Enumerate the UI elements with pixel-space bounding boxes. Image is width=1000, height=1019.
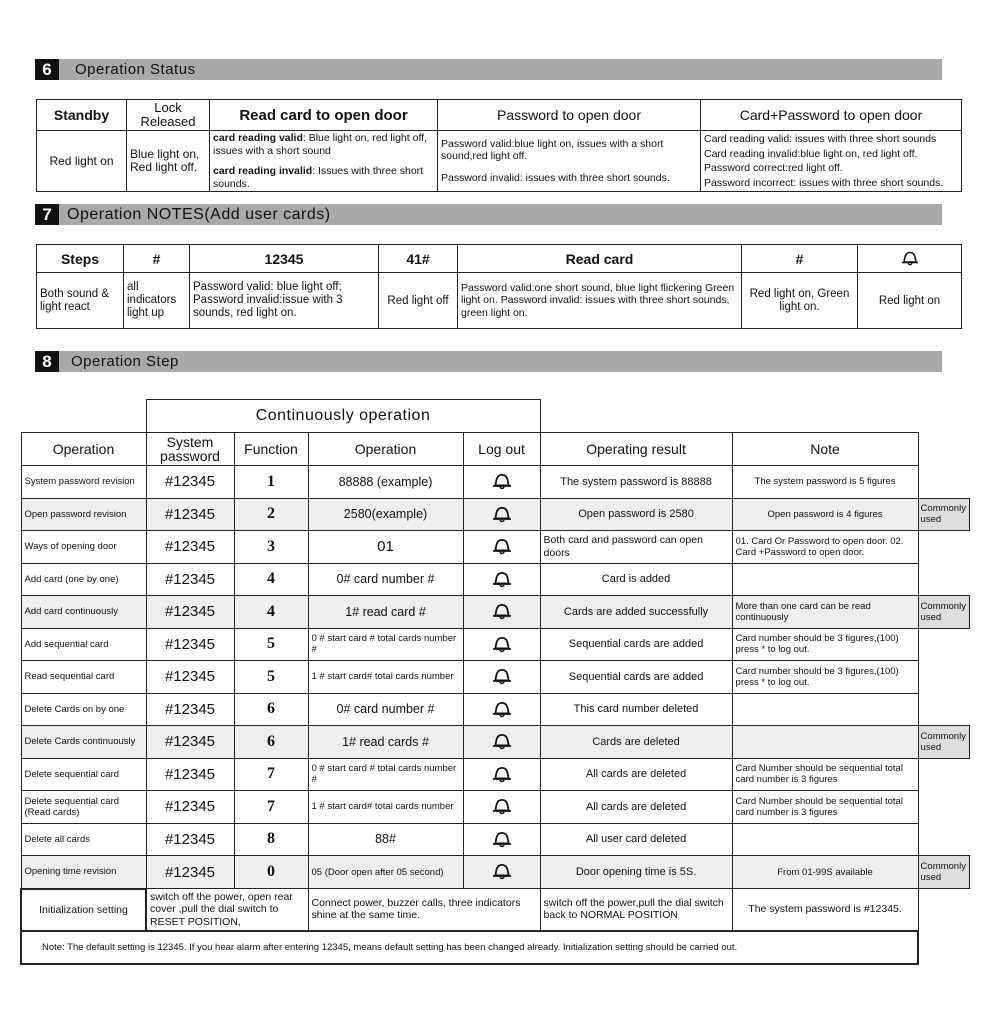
- table-row: [21, 466, 969, 499]
- section-title: Operation NOTES(Add user cards): [67, 206, 331, 223]
- log-out-cell: [463, 596, 540, 629]
- operation-command: 88#: [308, 823, 463, 856]
- operating-result: All user card deleted: [540, 823, 732, 856]
- note: [732, 823, 918, 856]
- note: 01. Card Or Password to open door. 02. Card +Password to open door.: [732, 531, 918, 564]
- init-step-c: switch off the power,pull the dial switch back to NORMAL POSITION: [540, 889, 732, 931]
- note: The system password is 5 figures: [732, 466, 918, 499]
- operation-command: 1# read card #: [308, 596, 463, 629]
- footer-row: [21, 931, 969, 965]
- bell-icon: [492, 603, 512, 620]
- system-password: #12345: [146, 791, 234, 824]
- footer-note: Note: The default setting is 12345. If you hear alarm after entering 12345, means default setting has been changed already. Initialization setting should be carried out.: [21, 931, 918, 965]
- bell-icon: [492, 766, 512, 783]
- read-card-value: Password valid:one short sound, blue light flickering Green light on. Password invalid: issues with three short sounds, green light on.: [458, 273, 742, 329]
- operation-name: Ways of opening door: [21, 531, 146, 564]
- operation-name: Delete Cards on by one: [21, 693, 146, 726]
- header-operation: Operation: [21, 433, 146, 466]
- header-function: Function: [234, 433, 308, 466]
- init-step-b: Connect power, buzzer calls, three indicators shine at the same time.: [308, 889, 540, 931]
- table-row: [21, 856, 969, 889]
- function-number: 0: [234, 856, 308, 889]
- note: [732, 693, 918, 726]
- table-row: [21, 563, 969, 596]
- header-read-card: Read card: [458, 245, 742, 273]
- operation-command: 88888 (example): [308, 466, 463, 499]
- operation-command: 0 # start card # total cards number #: [308, 758, 463, 791]
- commonly-used-tag: Commonly used: [918, 498, 969, 531]
- bell-icon: [492, 668, 512, 685]
- cp-line-1: Card reading valid: issues with three short sounds: [704, 133, 937, 145]
- section-number: 7: [35, 204, 59, 225]
- bell-icon: [492, 571, 512, 588]
- password-invalid-text: Password invalid: issues with three short sounds.: [441, 171, 670, 184]
- function-number: 2: [234, 498, 308, 531]
- operating-result: Card is added: [540, 563, 732, 596]
- operation-name: System password revision: [21, 466, 146, 499]
- system-password: #12345: [146, 596, 234, 629]
- init-step-a: switch off the power, open rear cover ,pull the dial switch to RESET POSITION,: [146, 889, 308, 931]
- section-number: 8: [35, 351, 59, 372]
- system-password: #12345: [146, 498, 234, 531]
- header-card-password: Card+Password to open door: [701, 100, 962, 131]
- init-step-d: The system password is #12345.: [732, 889, 918, 931]
- lock-value: Blue light on, Red light off.: [127, 131, 210, 192]
- card-invalid-label: card reading invalid: [213, 165, 313, 177]
- header-41: 41#: [379, 245, 458, 273]
- operation-command: 1 # start card# total cards number: [308, 661, 463, 694]
- function-number: 8: [234, 823, 308, 856]
- operation-name: Delete sequential card: [21, 758, 146, 791]
- operation-command: 1# read cards #: [308, 726, 463, 759]
- log-out-cell: [463, 628, 540, 661]
- function-number: 4: [234, 563, 308, 596]
- operating-result: All cards are deleted: [540, 758, 732, 791]
- 12345-value: Password valid: blue light off; Password invalid:issue with 3 sounds, red light on.: [190, 273, 379, 329]
- function-number: 7: [234, 758, 308, 791]
- operation-name: Add sequential card: [21, 628, 146, 661]
- section-title: Operation Step: [71, 353, 179, 370]
- function-number: 1: [234, 466, 308, 499]
- table-row: [21, 791, 969, 824]
- 41-value: Red light off: [379, 273, 458, 329]
- operation-command: 0 # start card # total cards number #: [308, 628, 463, 661]
- steps-value: Both sound & light react: [37, 273, 124, 329]
- header-note: Note: [732, 433, 918, 466]
- password-value: [438, 131, 701, 192]
- operation-status-table: [36, 99, 962, 192]
- operating-result: The system password is 88888: [540, 466, 732, 499]
- bell-icon: [492, 863, 512, 880]
- operation-name: Delete sequential card (Read cards): [21, 791, 146, 824]
- log-out-cell: [463, 693, 540, 726]
- header-hash: #: [124, 245, 190, 273]
- section-6-header: [35, 59, 942, 80]
- operation-name: Add card continuously: [21, 596, 146, 629]
- hash-2-value: Red light on, Green light on.: [742, 273, 858, 329]
- initialization-row: [21, 889, 969, 931]
- bell-icon: [492, 538, 512, 555]
- header-standby: Standby: [37, 100, 127, 131]
- bell-icon: [492, 733, 512, 750]
- commonly-used-tag: Commonly used: [918, 726, 969, 759]
- section-title: Operation Status: [75, 61, 196, 78]
- bell-icon: [492, 701, 512, 718]
- operation-command: 0# card number #: [308, 693, 463, 726]
- function-number: 7: [234, 791, 308, 824]
- function-number: 6: [234, 693, 308, 726]
- note: Card number should be 3 figures,(100) press * to log out.: [732, 628, 918, 661]
- header-operation-2: Operation: [308, 433, 463, 466]
- read-card-value: [210, 131, 438, 192]
- log-out-cell: [463, 791, 540, 824]
- note: Card Number should be sequential total card number is 3 figures: [732, 758, 918, 791]
- cp-line-4: Password incorrect: issues with three short sounds.: [704, 176, 944, 189]
- function-number: 5: [234, 628, 308, 661]
- system-password: #12345: [146, 856, 234, 889]
- system-password: #12345: [146, 563, 234, 596]
- operating-result: This card number deleted: [540, 693, 732, 726]
- continuously-operation-header: Continuously operation: [146, 400, 540, 433]
- function-number: 4: [234, 596, 308, 629]
- bell-icon: [492, 798, 512, 815]
- function-number: 3: [234, 531, 308, 564]
- operation-notes-table: [36, 244, 962, 329]
- log-out-cell: [463, 758, 540, 791]
- note: [732, 726, 918, 759]
- standby-value: Red light on: [37, 131, 127, 192]
- section-7-header: [35, 204, 942, 225]
- operating-result: Both card and password can open doors: [540, 531, 732, 564]
- operation-name: Add card (one by one): [21, 563, 146, 596]
- card-invalid-text: : Issues with three short sounds.: [213, 165, 424, 190]
- hash-value: all indicators light up: [124, 273, 190, 329]
- table-row: [21, 596, 969, 629]
- operating-result: Cards are deleted: [540, 726, 732, 759]
- operating-result: Door opening time is 5S.: [540, 856, 732, 889]
- operation-step-table: [20, 399, 970, 965]
- log-out-cell: [463, 726, 540, 759]
- bell-icon: [492, 636, 512, 653]
- note: Card Number should be sequential total card number is 3 figures: [732, 791, 918, 824]
- header-steps: Steps: [37, 245, 124, 273]
- cp-line-2: Card reading invalid:blue light on, red light off.: [704, 147, 918, 160]
- commonly-used-tag: Commonly used: [918, 596, 969, 629]
- card-valid-text: : Blue light on, red light off, issues with a short sound: [213, 132, 428, 157]
- card-valid-label: card reading valid: [213, 132, 303, 144]
- note: More than one card can be read continuously: [732, 596, 918, 629]
- table-row: [21, 498, 969, 531]
- operation-name: Delete all cards: [21, 823, 146, 856]
- note: Open password is 4 figures: [732, 498, 918, 531]
- commonly-used-tag: Commonly used: [918, 856, 969, 889]
- function-number: 6: [234, 726, 308, 759]
- table-row: [21, 693, 969, 726]
- bell-value: Red light on: [858, 273, 962, 329]
- operation-command: 01: [308, 531, 463, 564]
- section-number: 6: [35, 59, 59, 80]
- system-password: #12345: [146, 823, 234, 856]
- table-row: [21, 726, 969, 759]
- log-out-cell: [463, 856, 540, 889]
- header-hash-2: #: [742, 245, 858, 273]
- log-out-cell: [463, 498, 540, 531]
- system-password: #12345: [146, 726, 234, 759]
- operation-command: 2580(example): [308, 498, 463, 531]
- system-password: #12345: [146, 758, 234, 791]
- operation-name: Opening time revision: [21, 856, 146, 889]
- operation-command: 05 (Door open after 05 second): [308, 856, 463, 889]
- note: Card number should be 3 figures,(100) press * to log out.: [732, 661, 918, 694]
- bell-icon: [492, 506, 512, 523]
- operating-result: Sequential cards are added: [540, 661, 732, 694]
- system-password: #12345: [146, 693, 234, 726]
- log-out-cell: [463, 563, 540, 596]
- table-row: [21, 823, 969, 856]
- operating-result: Open password is 2580: [540, 498, 732, 531]
- note: [732, 563, 918, 596]
- header-system-password: System password: [146, 433, 234, 466]
- operation-command: 1 # start card# total cards number: [308, 791, 463, 824]
- header-lock-released: Lock Released: [127, 100, 210, 131]
- bell-icon: [492, 831, 512, 848]
- table-row: [21, 628, 969, 661]
- header-operating-result: Operating result: [540, 433, 732, 466]
- operation-command: 0# card number #: [308, 563, 463, 596]
- system-password: #12345: [146, 466, 234, 499]
- operating-result: Sequential cards are added: [540, 628, 732, 661]
- function-number: 5: [234, 661, 308, 694]
- header-log-out: Log out: [463, 433, 540, 466]
- header-password: Password to open door: [438, 100, 701, 131]
- init-label: Initialization setting: [21, 889, 146, 931]
- log-out-cell: [463, 531, 540, 564]
- log-out-cell: [463, 661, 540, 694]
- operating-result: Cards are added successfully: [540, 596, 732, 629]
- system-password: #12345: [146, 531, 234, 564]
- password-valid-text: Password valid:blue light on, issues with a short sound,red light off.: [441, 137, 664, 163]
- header-bell: [858, 245, 962, 273]
- operation-name: Read sequential card: [21, 661, 146, 694]
- header-read-card: Read card to open door: [210, 100, 438, 131]
- operating-result: All cards are deleted: [540, 791, 732, 824]
- operation-name: Open password revision: [21, 498, 146, 531]
- table-row: [21, 758, 969, 791]
- bell-icon: [492, 473, 512, 490]
- header-12345: 12345: [190, 245, 379, 273]
- log-out-cell: [463, 466, 540, 499]
- operation-name: Delete Cards continuously: [21, 726, 146, 759]
- section-8-header: [35, 351, 942, 372]
- cp-line-3: Password correct:red light off.: [704, 162, 843, 174]
- card-password-value: [701, 131, 962, 192]
- system-password: #12345: [146, 628, 234, 661]
- table-row: [21, 531, 969, 564]
- table-row: [21, 661, 969, 694]
- system-password: #12345: [146, 661, 234, 694]
- log-out-cell: [463, 823, 540, 856]
- bell-icon: [901, 251, 919, 266]
- note: From 01-99S available: [732, 856, 918, 889]
